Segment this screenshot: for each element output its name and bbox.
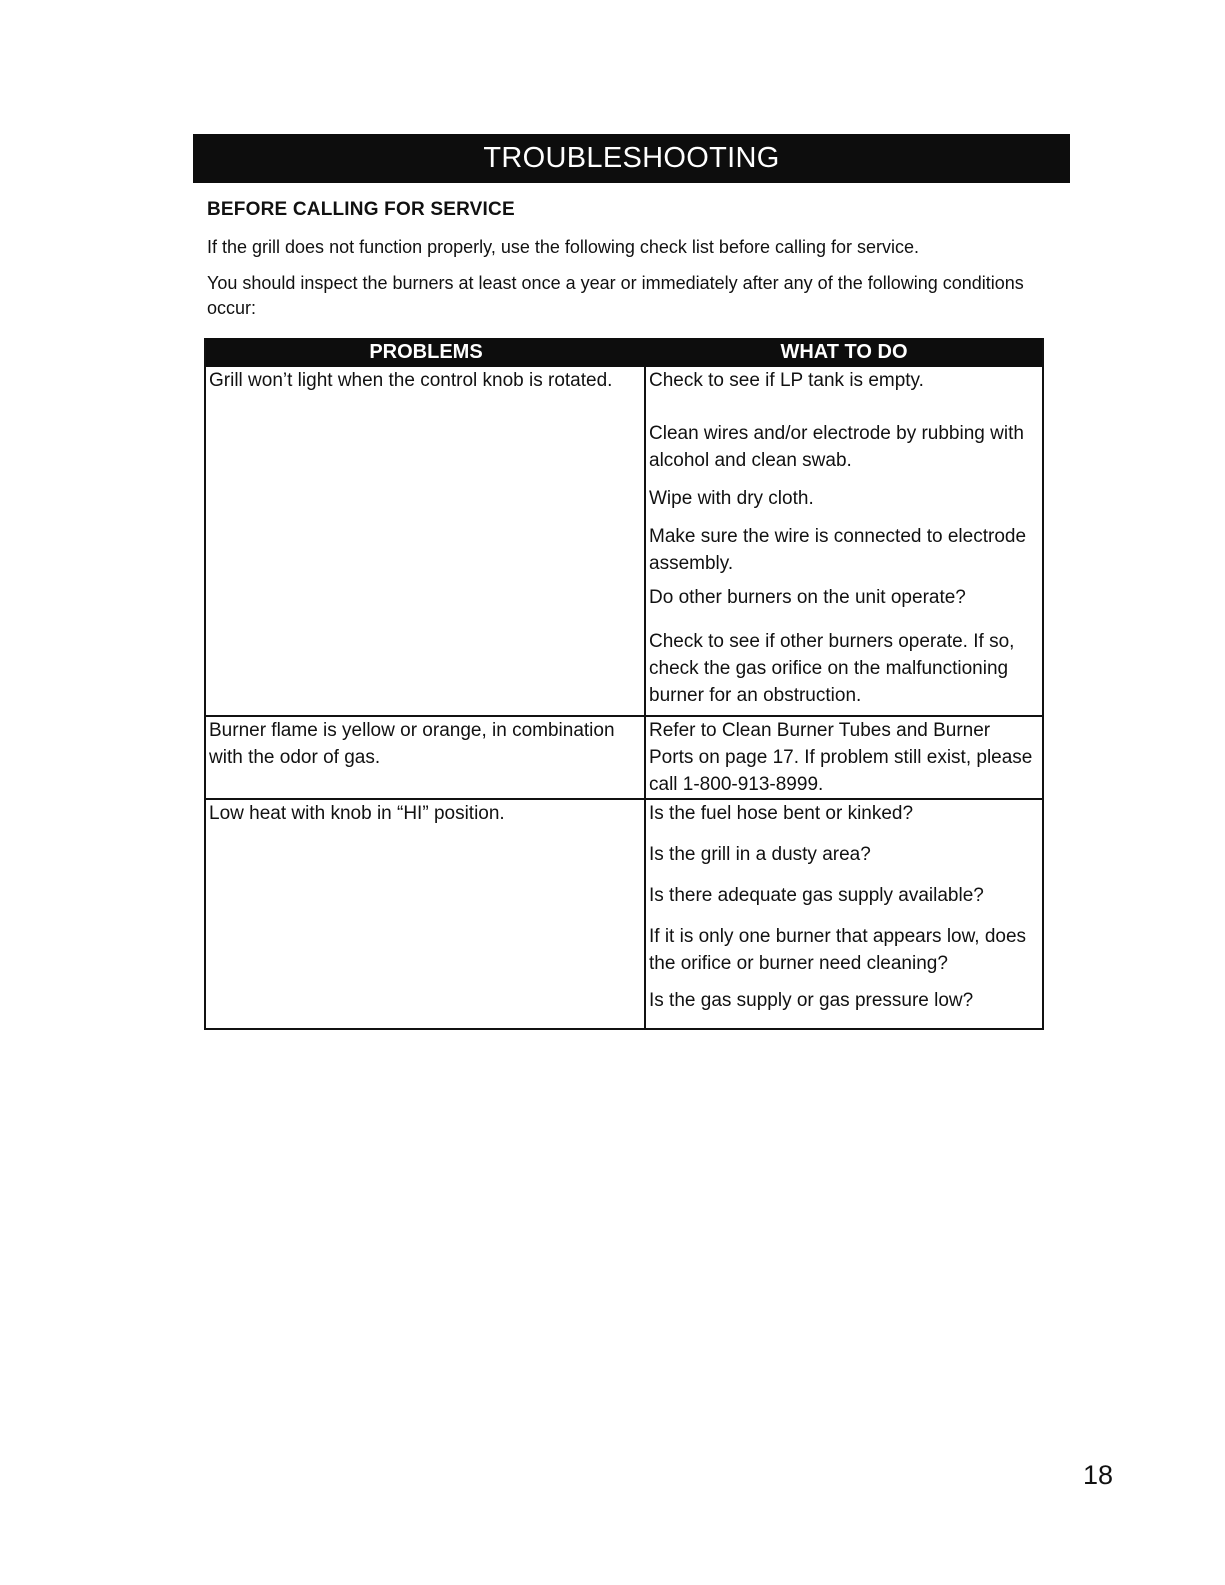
action-item: If it is only one burner that appears low, does the orifice or burner need cleaning?	[649, 926, 1027, 974]
action-item: Make sure the wire is connected to electrode assembly.	[649, 526, 1027, 574]
actions-cell	[646, 800, 1042, 1028]
action-item: Clean wires and/or electrode by rubbing with alcohol and clean swab.	[649, 423, 1024, 471]
actions-cell	[646, 717, 1042, 798]
table-row	[206, 798, 1042, 1028]
action-item: Do other burners on the unit operate?	[649, 587, 966, 608]
page-number: 18	[1083, 1460, 1114, 1490]
problem-cell: Burner flame is yellow or orange, in combination with the odor of gas.	[206, 717, 646, 798]
problems-header: PROBLEMS	[369, 341, 483, 363]
problem-cell: Grill won’t light when the control knob is rotated.	[206, 367, 646, 715]
subheading: BEFORE CALLING FOR SERVICE	[207, 199, 515, 220]
section-banner: TROUBLESHOOTING	[193, 134, 1070, 183]
problem-cell: Low heat with knob in “HI” position.	[206, 800, 646, 1028]
action-item: Check to see if other burners operate. If so, check the gas orifice on the malfunctioning burner for an obstruction.	[649, 631, 1015, 706]
troubleshooting-table	[204, 338, 1044, 1030]
actions-cell	[646, 367, 1042, 715]
action-item: Refer to Clean Burner Tubes and Burner Ports on page 17. If problem still exist, please call 1-800-913-8999.	[649, 720, 1033, 795]
action-item: Is the grill in a dusty area?	[649, 844, 871, 865]
intro-paragraph: You should inspect the burners at least once a year or immediately after any of the following conditions occur:	[207, 273, 1024, 318]
action-item: Is there adequate gas supply available?	[649, 885, 984, 906]
action-item: Is the gas supply or gas pressure low?	[649, 990, 974, 1011]
action-item: Is the fuel hose bent or kinked?	[649, 803, 914, 824]
action-item: Check to see if LP tank is empty.	[649, 370, 924, 391]
intro-paragraph: If the grill does not function properly, use the following check list before calling for service.	[207, 237, 920, 257]
action-item: Wipe with dry cloth.	[649, 488, 814, 509]
table-row	[206, 367, 1042, 715]
table-header	[206, 338, 1042, 367]
what-to-do-header: WHAT TO DO	[780, 341, 908, 363]
table-row	[206, 715, 1042, 798]
